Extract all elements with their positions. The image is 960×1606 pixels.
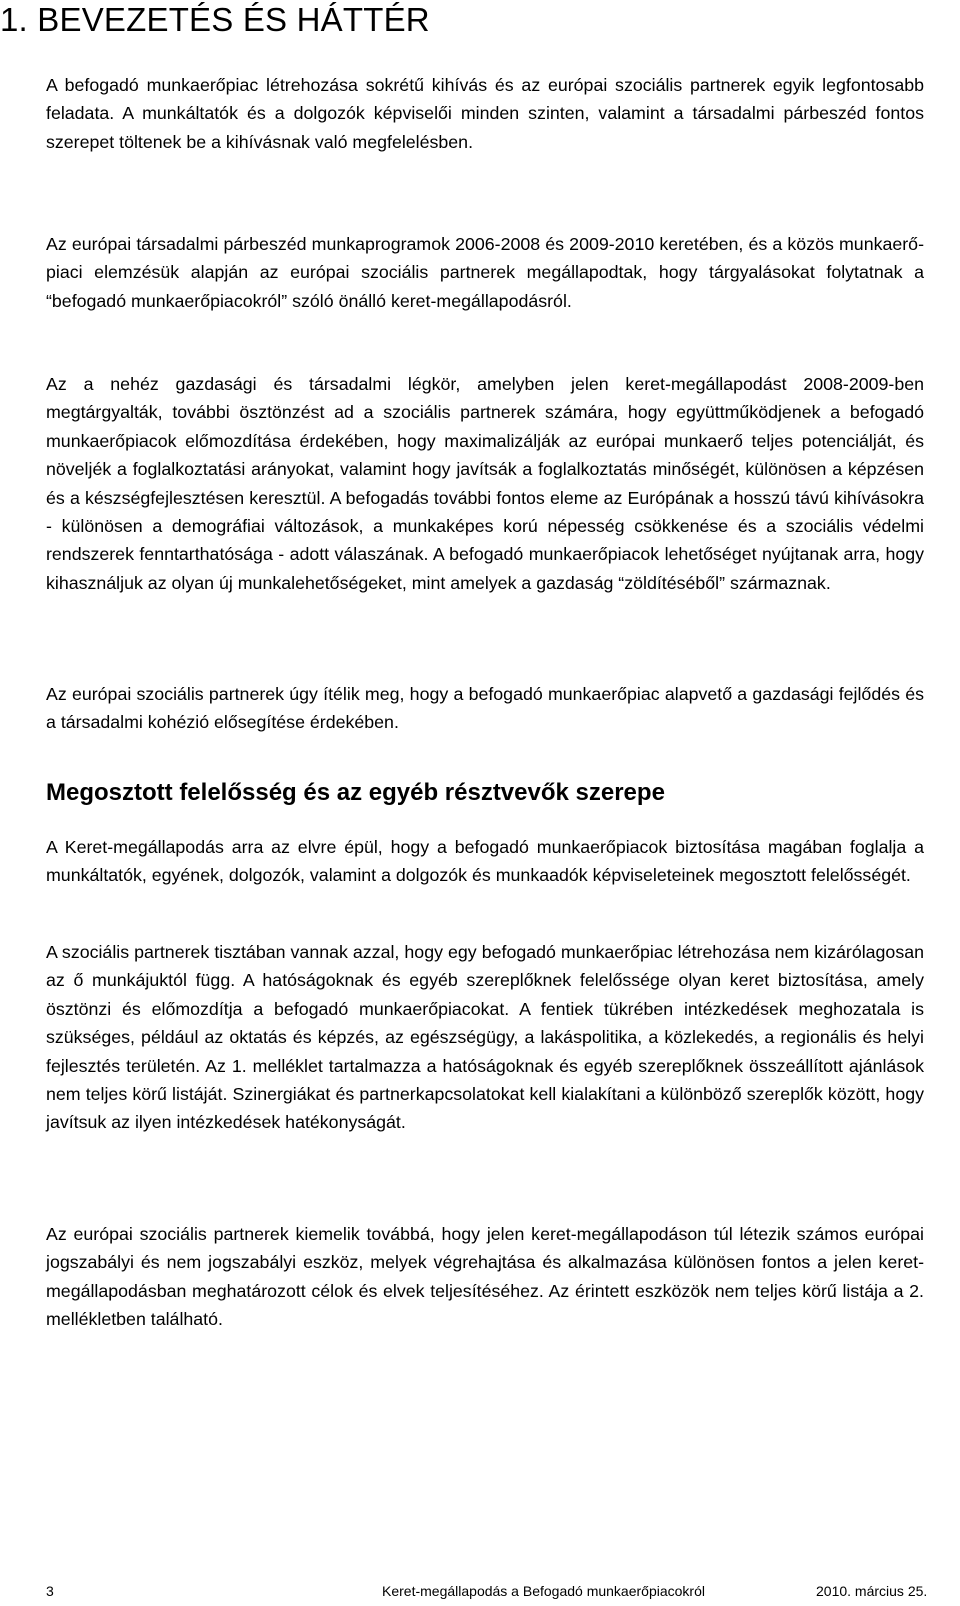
footer-date: 2010. március 25. bbox=[816, 1583, 928, 1599]
paragraph-authorities-role: A szociális partnerek tisztában vannak azzal, hogy egy befogadó munkaerőpiac létrehozása nem kizárólagosan az ő munkájuktól függ. A hatóságoknak és egyéb szereplőknek felelőssége olyan keret biztosítása, amely ösztönzi és előmozdítja a befogadó munkaerőpiacokat. A fentiek tükrében intézkedések meghozatala is szükséges, például az oktatás és képzés, az egészségügy, a lakáspolitika, a közlekedés, a regionális és helyi fejlesztés területén. Az 1. melléklet tartalmazza a hatóságoknak és egyéb szereplőknek összeállított ajánlások nem teljes körű listáját. Szinergiákat és partnerkapcsolatokat kell kialakítani a különböző szereplők között, hogy javítsuk az ilyen intézkedések hatékonyságát. bbox=[46, 942, 924, 1133]
paragraph-legal-instruments: Az európai szociális partnerek kiemelik továbbá, hogy jelen keret-megállapodáson túl létezik számos európai jogszabályi és nem jogszabályi eszköz, melyek végrehajtása és alkalmazása különösen fontos a jelen keret-megállapodásban meghatározott célok és elvek teljesítéséhez. Az érintett eszközök nem teljes körű listája a 2. mellékletben található. bbox=[46, 1224, 924, 1330]
footer-document-title: Keret-megállapodás a Befogadó munkaerőpiacokról bbox=[382, 1583, 705, 1599]
page-title: 1. BEVEZETÉS ÉS HÁTTÉR bbox=[0, 1, 430, 38]
paragraph-framework-principle: A Keret-megállapodás arra az elvre épül, hogy a befogadó munkaerőpiacok biztosítása magában foglalja a munkáltatók, egyének, dolgozók, valamint a dolgozók és munkaadók képviseleteinek megosztott felelősségét. bbox=[46, 837, 924, 886]
paragraph-intro: A befogadó munkaerőpiac létrehozása sokrétű kihívás és az európai szociális partnerek egyik legfontosabb feladata. A munkáltatók és a dolgozók képviselői minden szinten, valamint a társadalmi párbeszéd fontos szerepet töltenek be a kihívásnak való megfelelésben. bbox=[46, 75, 924, 152]
paragraph-economic-climate: Az a nehéz gazdasági és társadalmi légkör, amelyben jelen keret-megállapodást 2008-2009-ben megtárgyalták, további ösztönzést ad a szociális partnerek számára, hogy együttműködjenek a befogadó munkaerőpiacok előmozdítása érdekében, hogy maximalizálják az európai munkaerő teljes potenciálját, és növeljék a foglalkoztatási arányokat, valamint hogy javítsák a foglalkoztatás minőségét, különösen a képzésen és a készségfejlesztésen keresztül. A befogadás további fontos eleme az Európának a hosszú távú kihívásokra - különösen a demográfiai változások, a munkaképes korú népesség csökkenése és a szociális védelmi rendszerek fenntarthatósága - adott válaszának. A befogadó munkaerőpiacok lehetőséget nyújtanak arra, hogy kihasználjuk az olyan új munkalehetőségeket, mint amelyek a gazdaság “zöldítéséből” származnak. bbox=[46, 374, 924, 593]
paragraph-work-programmes: Az európai társadalmi párbeszéd munkaprogramok 2006-2008 és 2009-2010 keretében, és a közös munkaerő-piaci elemzésük alapján az európai szociális partnerek megállapodtak, hogy tárgyalásokat folytatnak a “befogadó munkaerőpiacokról” szóló önálló keret-megállapodásról. bbox=[46, 234, 924, 311]
section-heading-shared-responsibility: Megosztott felelősség és az egyéb résztvevők szerepe bbox=[46, 779, 665, 806]
paragraph-social-partners-view: Az európai szociális partnerek úgy ítélik meg, hogy a befogadó munkaerőpiac alapvető a gazdasági fejlődés és a társadalmi kohézió elősegítése érdekében. bbox=[46, 684, 924, 733]
footer-page-number: 3 bbox=[46, 1583, 54, 1599]
